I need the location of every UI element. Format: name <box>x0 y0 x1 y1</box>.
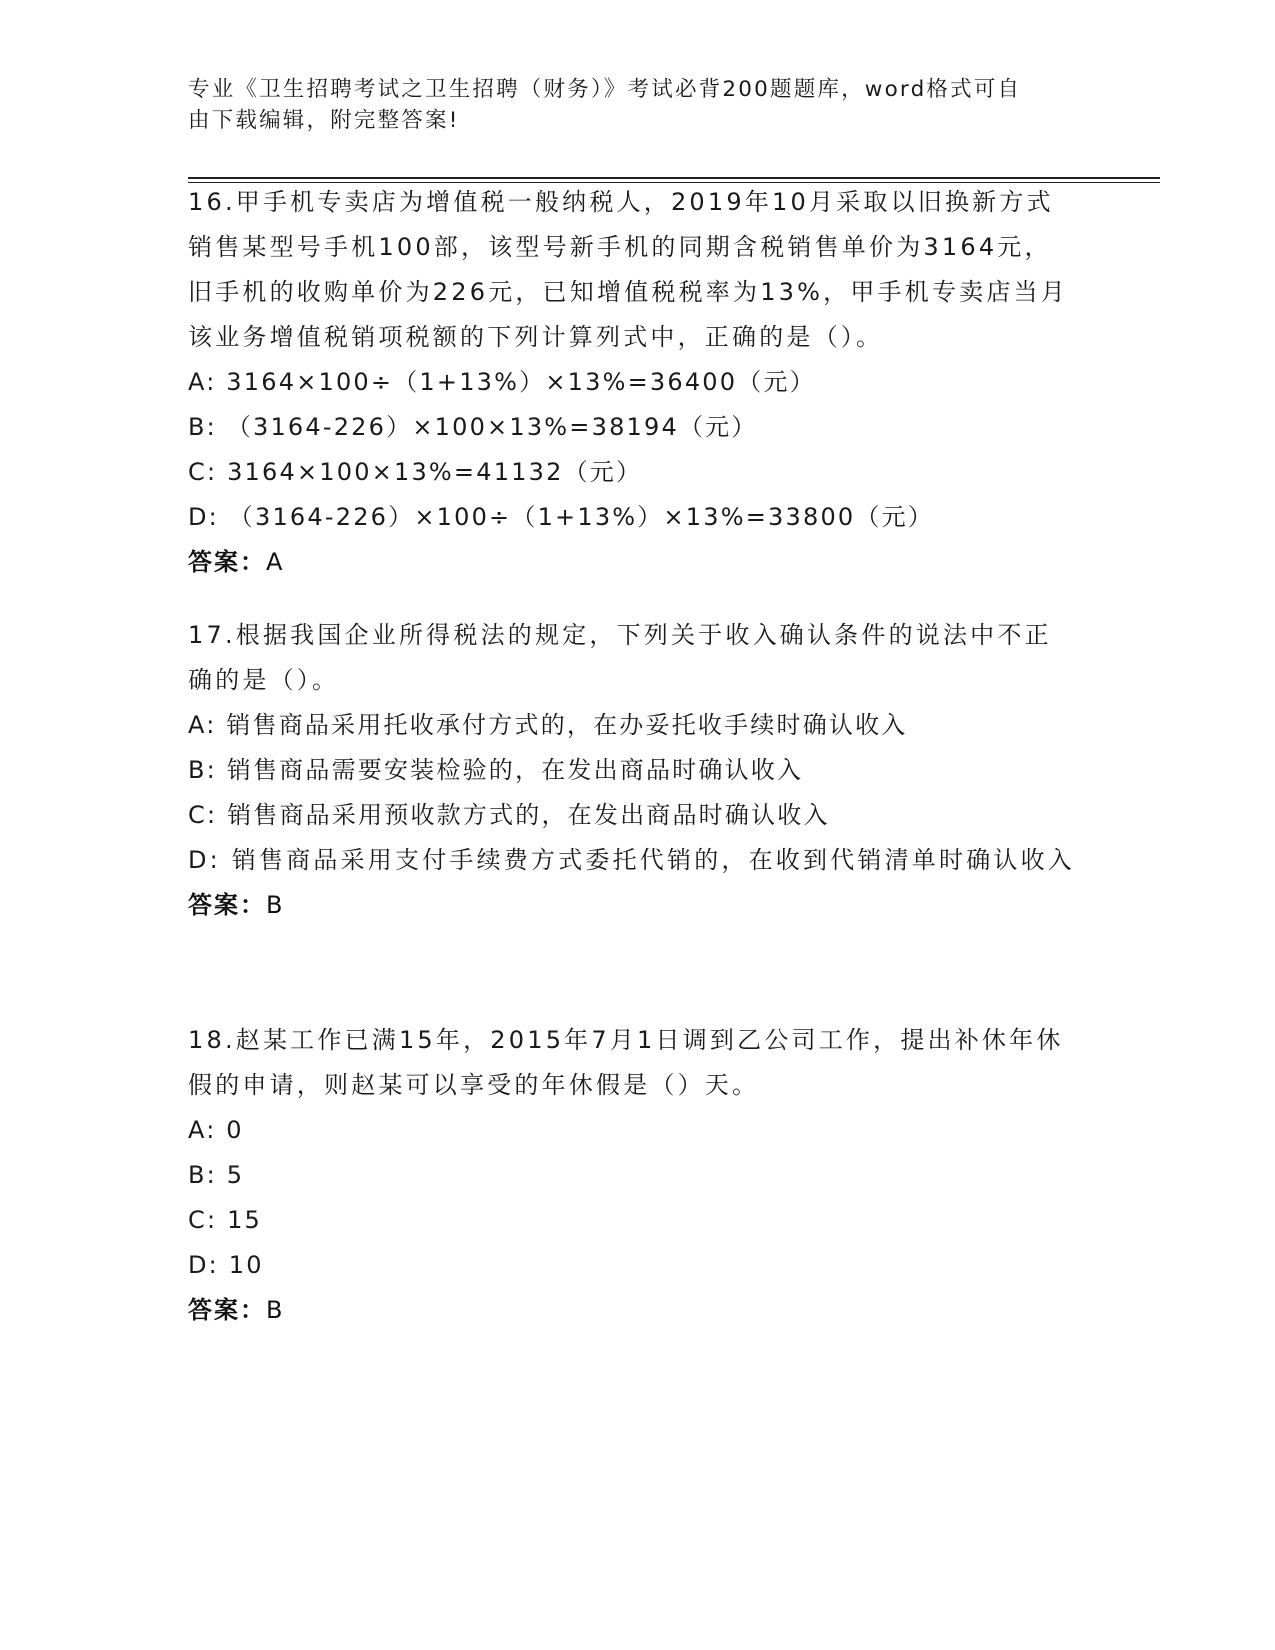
option-c: C: 销售商品采用预收款方式的，在发出商品时确认收入 <box>188 801 830 829</box>
option-d: D: 销售商品采用支付手续费方式委托代销的，在收到代销清单时确认收入 <box>188 846 1075 874</box>
question-stem: 17.根据我国企业所得税法的规定，下列关于收入确认条件的说法中不正确的是（）。 <box>188 621 1052 694</box>
answer-label: 答案： <box>188 891 266 919</box>
answer-value: B <box>266 1296 285 1324</box>
answer-line <box>188 1288 1078 1333</box>
question-16 <box>188 180 1078 585</box>
answer-label: 答案： <box>188 548 266 576</box>
header-divider-thick <box>188 177 1160 179</box>
option-b: B: （3164-226）×100×13%=38194（元） <box>188 413 758 441</box>
answer-label: 答案： <box>188 1296 266 1324</box>
option-b: B: 5 <box>188 1161 245 1189</box>
question-17 <box>188 613 1078 928</box>
answer-value: B <box>266 891 285 919</box>
header-line-2: 由下载编辑，附完整答案! <box>188 108 460 133</box>
option-c: C: 15 <box>188 1206 263 1234</box>
question-stem: 18.赵某工作已满15年，2015年7月1日调到乙公司工作，提出补休年休假的申请，则赵某可以享受的年休假是（）天。 <box>188 1026 1064 1099</box>
option-b: B: 销售商品需要安装检验的，在发出商品时确认收入 <box>188 756 804 784</box>
question-stem: 16.甲手机专卖店为增值税一般纳税人，2019年10月采取以旧换新方式销售某型号手机100部，该型号新手机的同期含税销售单价为3164元，旧手机的收购单价为226元，已知增值税税率为13%，甲手机专卖店当月该业务增值税销项税额的下列计算列式中，正确的是（）。 <box>188 188 1068 351</box>
option-d: D: 10 <box>188 1251 264 1279</box>
question-18 <box>188 1018 1078 1333</box>
option-a: A: 3164×100÷（1+13%）×13%=36400（元） <box>188 368 816 396</box>
answer-line <box>188 883 1078 928</box>
answer-value: A <box>266 548 285 576</box>
answer-line <box>188 540 1078 585</box>
document-header <box>188 74 1068 136</box>
option-a: A: 销售商品采用托收承付方式的，在办妥托收手续时确认收入 <box>188 711 908 739</box>
header-line-1: 专业《卫生招聘考试之卫生招聘（财务）》考试必背200题题库，word格式可自 <box>188 77 1022 102</box>
option-c: C: 3164×100×13%=41132（元） <box>188 458 643 486</box>
option-d: D: （3164-226）×100÷（1+13%）×13%=33800（元） <box>188 503 935 531</box>
option-a: A: 0 <box>188 1116 244 1144</box>
